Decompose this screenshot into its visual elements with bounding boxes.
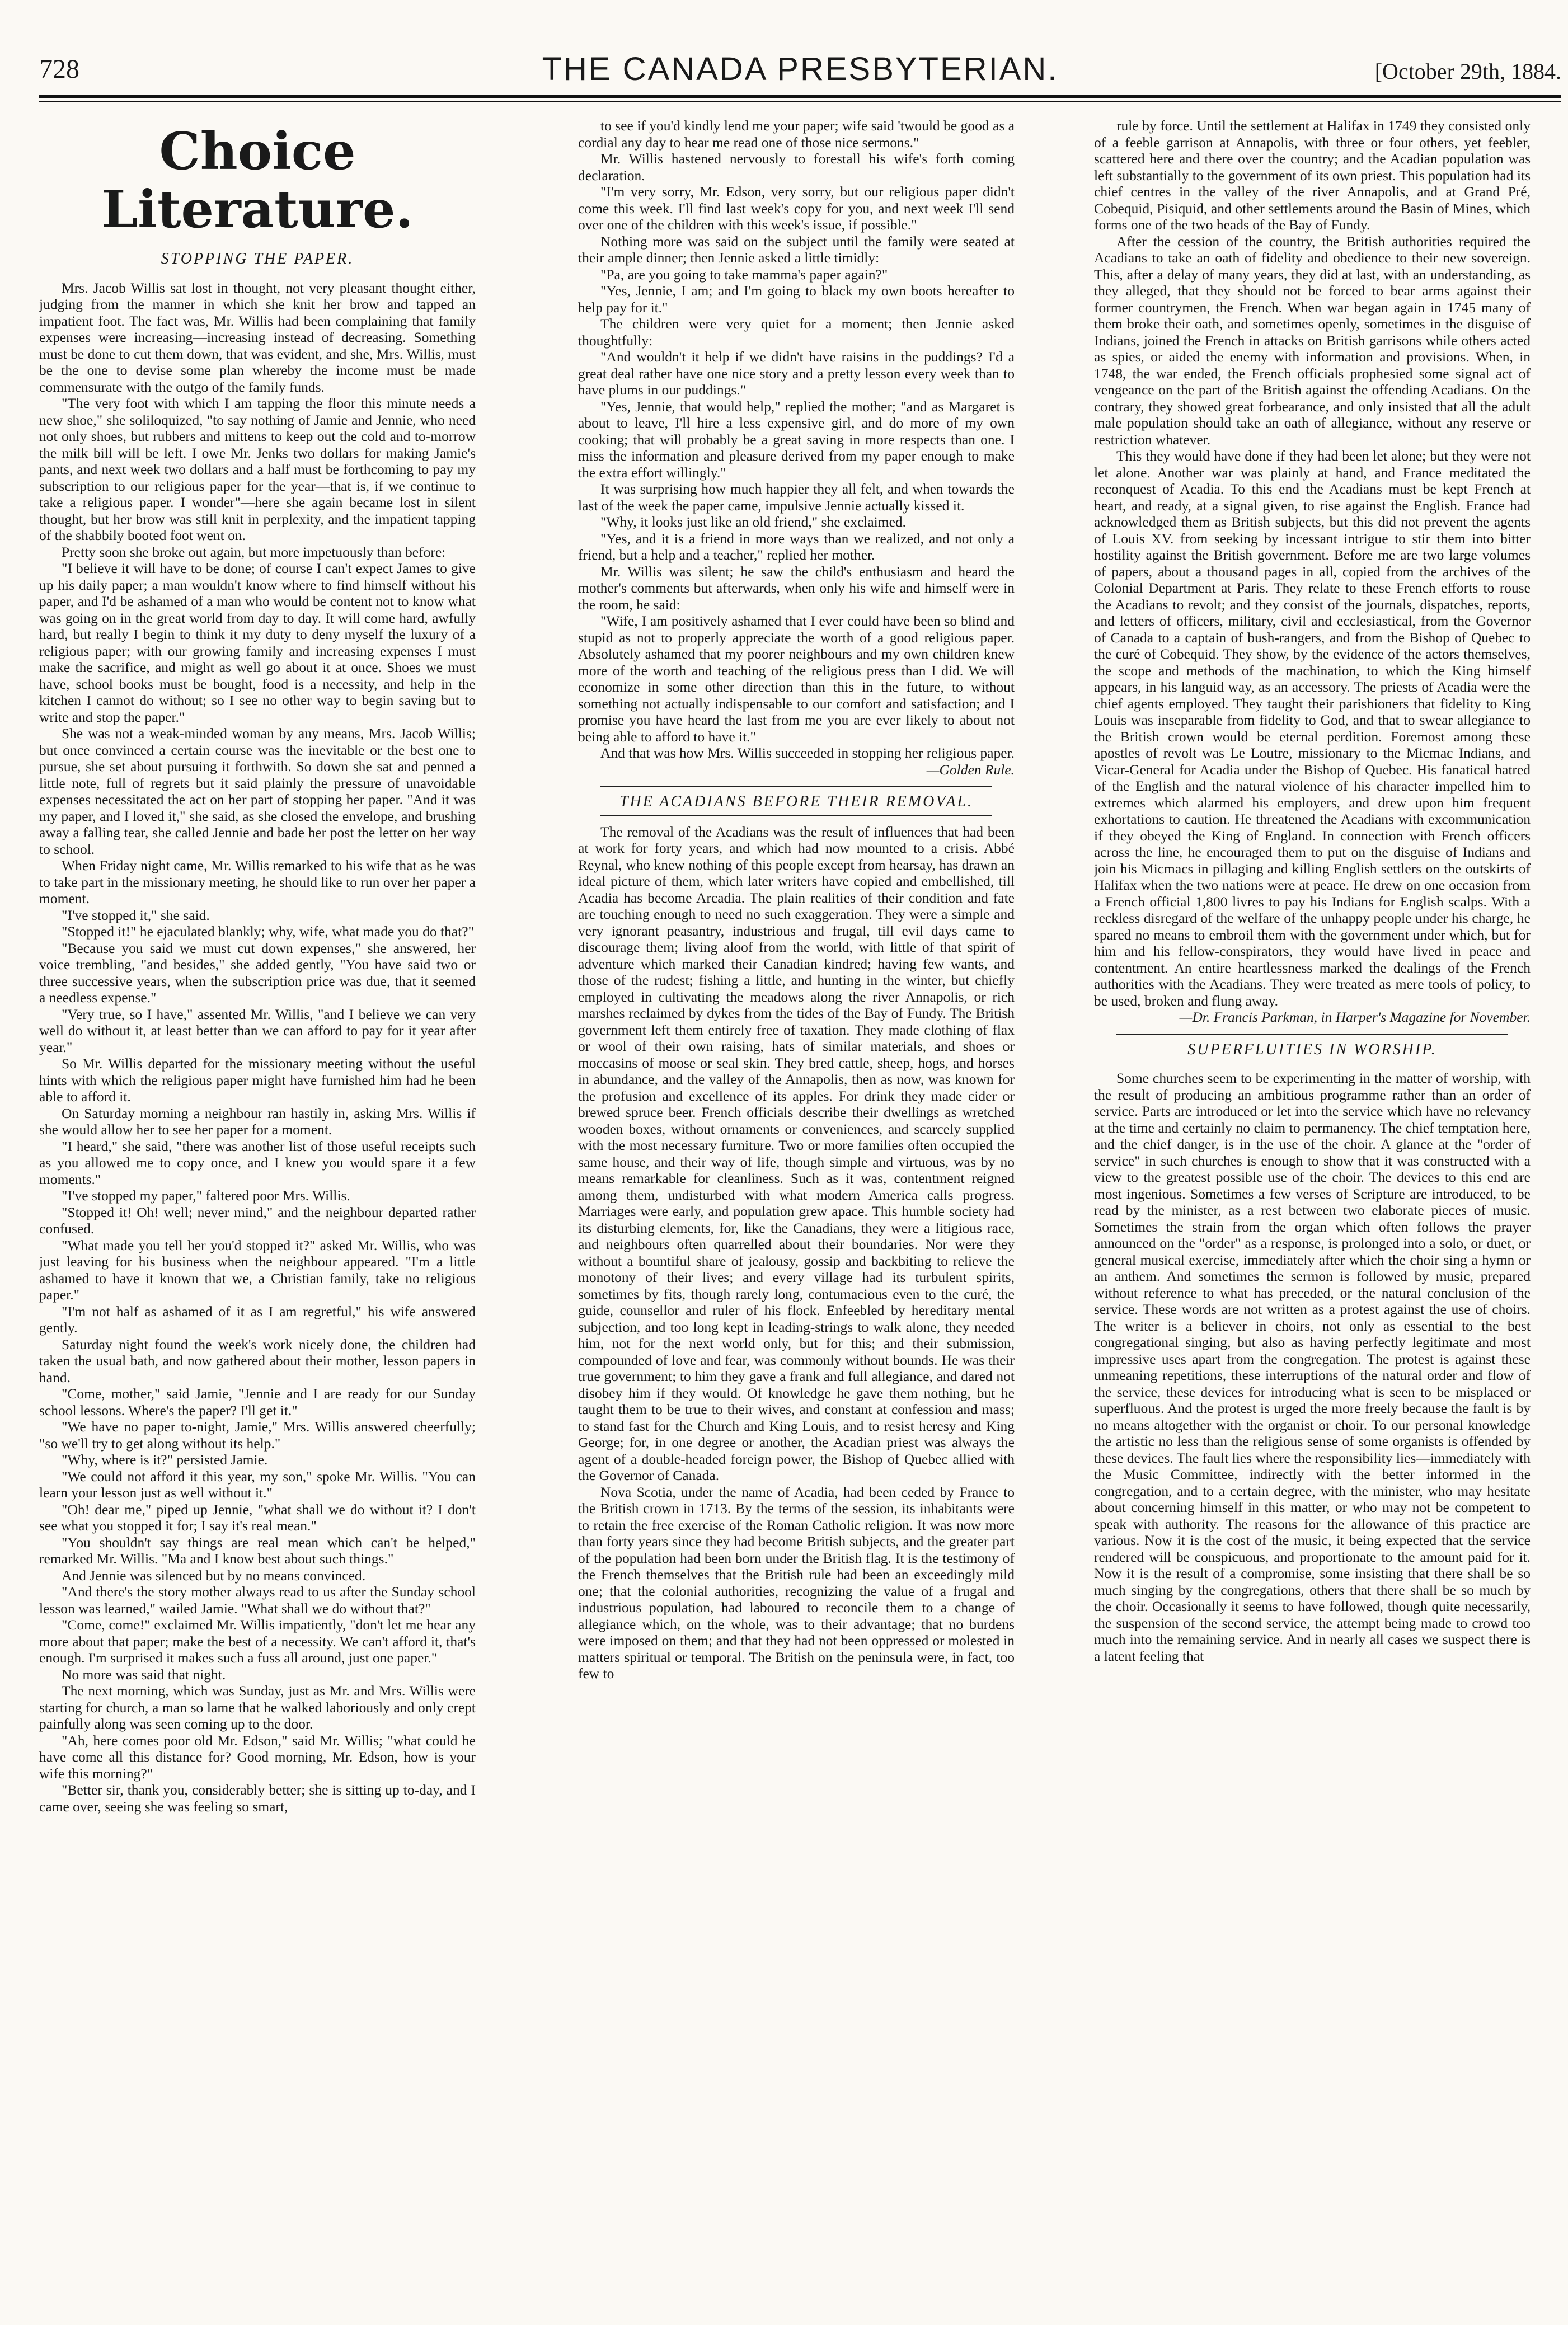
paragraph: "Yes, Jennie, I am; and I'm going to black my own boots hereafter to help pay for it." [578, 283, 1015, 316]
article-separator [600, 815, 992, 816]
paragraph: Saturday night found the week's work nicely done, the children had taken the usual bath, and now gathered about their mother, lesson papers in hand. [39, 1336, 476, 1385]
paragraph: And Jennie was silenced but by no means convinced. [62, 1567, 366, 1584]
paragraph: "Very true, so I have," assented Mr. Willis, "and I believe we can very well do without it, at least better than we can afford to pay for it year after year." [39, 1006, 476, 1055]
signoff-text: —Dr. Francis Parkman, in Harper's Magazine for November. [1179, 1009, 1531, 1025]
article-body [578, 118, 1015, 762]
column-1 [39, 118, 476, 2300]
masthead [39, 51, 1561, 98]
paragraph: "Oh! dear me," piped up Jennie, "what shall we do without it? I don't see what you stopped it for; I say it's real mean." [39, 1501, 476, 1534]
paragraph: "Pa, are you going to take mamma's paper again?" [600, 266, 888, 283]
paragraph: So Mr. Willis departed for the missionary meeting without the useful hints with which the religious paper might have furnished him had he been able to afford it. [39, 1055, 476, 1105]
column-3 [1094, 118, 1531, 2300]
article-signoff [1094, 1009, 1531, 1026]
paragraph: "What made you tell her you'd stopped it?" asked Mr. Willis, who was just leaving for his business when the neighbour appeared. "I'm a little ashamed to have it known that we, a Christian family, take no religious paper." [39, 1237, 476, 1303]
paragraph: "You shouldn't say things are real mean which can't be helped," remarked Mr. Willis. "Ma and I know best about such things." [39, 1534, 476, 1567]
paragraph: "Why, where is it?" persisted Jamie. [62, 1452, 268, 1468]
issue-date: [October 29th, 1884. [1374, 59, 1561, 84]
paragraph: Nothing more was said on the subject until the family were seated at their ample dinner; then Jennie asked a little timidly: [578, 233, 1015, 266]
article-title-superfluities: SUPERFLUITIES IN WORSHIP. [1187, 1040, 1437, 1058]
signoff-text: —Golden Rule. [926, 761, 1015, 778]
paragraph: "And wouldn't it help if we didn't have raisins in the puddings? I'd a great deal rather have one nice story and a pretty lesson every week than to have plums in our puddings." [578, 349, 1015, 398]
paragraph: to see if you'd kindly lend me your paper; wife said 'twould be good as a cordial any day to hear me read one of those nice sermons." [578, 118, 1015, 151]
masthead-rule [39, 95, 1561, 98]
paragraph: "Why, it looks just like an old friend," she exclaimed. [600, 514, 907, 530]
paragraph: "I've stopped my paper," faltered poor Mrs. Willis. [62, 1187, 350, 1204]
paragraph: "Wife, I am positively ashamed that I ever could have been so blind and stupid as not to properly appreciate the worth of a good religious paper. Absolutely ashamed that my poorer neighbours and my own children knew more of the worth and teaching of the religious press than I did. We will economize in some other direction than this in the future, to without something not actually indispensable to our comfort and satisfaction; and I promise you have heard the last from me you are ever likely to about not being able to afford to have it." [578, 613, 1015, 745]
paragraph: "Because you said we must cut down expenses," she answered, her voice trembling, "and besides," she added gently, "You have said two or three successive years, when the subscription price was due, that it seemed a needless expense." [39, 940, 476, 1006]
paragraph: rule by force. Until the settlement at Halifax in 1749 they consisted only of a feeble garrison at Annapolis, with three or four others, yet feebler, scattered here and there over the country; and the Acadian population was left substantially to the government of its own priest. This population had its chief centres in the valley of the river Annapolis, and at Grand Pré, Cobequid, Pisiquid, and other settlements around the Basin of Mines, which forms one of the two heads of the Bay of Fundy. [1094, 118, 1531, 233]
paragraph: "We could not afford it this year, my son," spoke Mr. Willis. "You can learn your lesson just as well without it." [39, 1468, 476, 1501]
paragraph: "Ah, here comes poor old Mr. Edson," said Mr. Willis; "what could he have come all this distance for? Good morning, Mr. Edson, how is your wife this morning?" [39, 1732, 476, 1782]
paragraph: Mr. Willis hastened nervously to forestall his wife's forth coming declaration. [578, 151, 1015, 184]
paragraph: Mrs. Jacob Willis sat lost in thought, not very pleasant thought either, judging from the manner in which she knit her brow and tapped an impatient foot. The fact was, Mr. Willis had been complaining that family expenses were increasing—increasing instead of decreasing. Something must be done to cut them down, that was evident, and she, Mrs. Willis, must be the one to devise some plan whereby the income must be made commensurate with the outgo of the family funds. [39, 279, 476, 395]
paragraph: "I'm very sorry, Mr. Edson, very sorry, but our religious paper didn't come this week. I'll find last week's copy for you, and next week I'll send over one of the children with this week's issue, if possible." [578, 184, 1015, 233]
paragraph: "We have no paper to-night, Jamie," Mrs. Willis answered cheerfully; "so we'll try to get along without its help." [39, 1419, 476, 1452]
paragraph: When Friday night came, Mr. Willis remarked to his wife that as he was to take part in the missionary meeting, he should like to run over her paper a moment. [39, 857, 476, 906]
paragraph: "Stopped it! Oh! well; never mind," and the neighbour departed rather confused. [39, 1204, 476, 1237]
article-separator [600, 786, 992, 787]
paragraph: It was surprising how much happier they all felt, and when towards the last of the week the paper came, impulsive Jennie actually kissed it. [578, 481, 1015, 514]
paragraph: "Better sir, thank you, considerably better; she is sitting up to-day, and I came over, seeing she was feeling so smart, [39, 1782, 476, 1815]
masthead-rule-thin [39, 101, 1561, 102]
paragraph: "Stopped it!" he ejaculated blankly; why, wife, what made you do that?" [62, 923, 474, 940]
paragraph: No more was said that night. [62, 1666, 226, 1683]
paragraph: She was not a weak-minded woman by any means, Mrs. Jacob Willis; but once convinced a certain course was the inevitable or the best one to pursue, she set about pursuing it forthwith. So down she sat and penned a little note, full of regrets but it said plainly the pressure of unavoidable expenses necessitated the act on her part of stopping her paper. "And it was my paper, and I loved it," she said, as she closed the envelope, and brushing away a falling tear, she called Jennie and bade her post the letter on her way to school. [39, 725, 476, 857]
paragraph: And that was how Mrs. Willis succeeded in stopping her religious paper. [600, 745, 1015, 761]
article-body [1094, 118, 1531, 1009]
article-title-stopping-the-paper: STOPPING THE PAPER. [161, 250, 354, 267]
paper-title: THE CANADA PRESBYTERIAN. [542, 51, 1059, 87]
paragraph: The children were very quiet for a moment; then Jennie asked thoughtfully: [578, 316, 1015, 349]
paragraph: This they would have done if they had been let alone; but they were not let alone. Another war was plainly at hand, and France meditated the reconquest of Acadia. To this end the Acadians must be kept French at heart, and ready, at a signal given, to rise against the English. France had acknowledged them as British subjects, but this did not prevent the agents of Louis XV. from seeking by incessant intrigue to stir them into bitter hostility against the British government. Before me are two large volumes of papers, about a thousand pages in all, copied from the archives of the Colonial Department at Paris. They relate to these French efforts to rouse the Acadians to revolt; and they consist of the journals, dispatches, reports, and letters of officers, military, civil and ecclesiastical, from the Governor of Canada to a captain of bush-rangers, and from the Bishop of Quebec to the curé of Cobequid. They show, by the evidence of the actors themselves, the scope and methods of the machination, to which the King himself appears, in his languid way, as an accessory. The priests of Acadia were the chief agents employed. They taught their parishioners that fidelity to King Louis was inseparable from fidelity to God, and that to swear allegiance to the British crown would be eternal perdition. Foremost among these apostles of revolt was Le Loutre, missionary to the Micmac Indians, and Vicar-General for Acadia under the Bishop of Quebec. His fanatical hatred of the English and the natural violence of his character impelled him to extremes which alarmed his employers, and drew upon him frequent exhortations to caution. He threatened the Acadians with excommunication if they obeyed the King of England. In connection with French officers across the line, he encouraged them to put on the disguise of Indians and join his Micmacs in pillaging and killing English settlers on the outskirts of Halifax when the two nations were at peace. He drew on one occasion from a French official 1,800 livres to pay his Indians for English scalps. With a reckless disregard of the welfare of the unhappy people under his charge, he spared no means to embroil them with the government under which, but for him and his fellow-conspirators, they would have lived in peace and contentment. An entire heartlessness marked the dealings of the French authorities with the Acadians. They were treated as mere tools of policy, to be used, broken and flung away. [1094, 448, 1531, 1009]
article-body [39, 280, 476, 1815]
paragraph: "Yes, and it is a friend in more ways than we realized, and not only a friend, but a help and a teacher," replied her mother. [578, 530, 1015, 563]
paragraph: "And there's the story mother always read to us after the Sunday school lesson was learned," wailed Jamie. "What shall we do without that?" [39, 1584, 476, 1617]
paragraph: The next morning, which was Sunday, just as Mr. and Mrs. Willis were starting for church, a man so lame that he walked laboriously and only crept painfully along was seen coming up to the door. [39, 1683, 476, 1732]
paragraph: "Come, mother," said Jamie, "Jennie and I are ready for our Sunday school lessons. Where's the paper? I'll get it." [39, 1385, 476, 1419]
paragraph: Nova Scotia, under the name of Acadia, had been ceded by France to the British crown in 1713. By the terms of the session, its inhabitants were to retain the free exercise of the Roman Catholic religion. It was now more than forty years since they had become British subjects, and the greater part of the population had been born under the British flag. It is the testimony of the French themselves that the British rule had been an exceedingly mild one; that the colonial authorities, recognizing the value of a frugal and industrious population, had laboured to reconcile them to a change of allegiance which, on the whole, was to their advantage; that no burdens were imposed on them; and that they had not been oppressed or molested in matters spiritual or temporal. The British on the peninsula were, in fact, too few to [578, 1483, 1015, 1681]
article-title-acadians: THE ACADIANS BEFORE THEIR REMOVAL. [619, 793, 974, 810]
paragraph: "Yes, Jennie, that would help," replied the mother; "and as Margaret is about to leave, I'll hire a less expensive girl, and do more of my own cooking; that will probably be a great saving in more respects than one. I miss the information and pleasure derived from my paper enough to make the extra effort willingly." [578, 398, 1015, 481]
page-number: 728 [39, 54, 79, 84]
paragraph: "I believe it will have to be done; of course I can't expect James to give up his daily paper; a man wouldn't know where to find himself without his paper, and I'd be ashamed of a man who would be content not to know what was going on in the great world from day to day. It will come hard, awfully hard, but really I begin to think it my duty to deny myself the luxury of a religious paper; with our growing family and increasing expenses I must make the sacrifice, and might as well go about it at once. Shoes we must have, school books must be bought, food is a necessity, and help in the kitchen I cannot do without; so I see no other way to begin saving but to write and stop the paper." [39, 560, 476, 725]
paragraph: The removal of the Acadians was the result of influences that had been at work for forty years, and which had now mounted to a crisis. Abbé Reynal, who knew nothing of this people except from hearsay, has drawn an ideal picture of them, which later writers have copied and embellished, till Acadia has become Arcadia. The plain realities of their condition and fate are touching enough to need no such exaggeration. They were a simple and very ignorant peasantry, industrious and frugal, till evil days came to discourage them; living aloof from the world, with little of that spirit of adventure which marked their Canadian kindred; having few wants, and those of the rudest; fishing a little, and hunting in the winter, but chiefly employed in cultivating the meadows along the river Annapolis, or rich marshes reclaimed by dykes from the tides of the Bay of Fundy. The British government left them entirely free of taxation. They made clothing of flax or wool of their own raising, hats of similar materials, and shoes or moccasins of moose or seal skin. They bred cattle, sheep, hogs, and horses in abundance, and the valley of the Annapolis, then as now, was known for the profusion and excellence of its apples. For drink they made cider or brewed spruce beer. French officials describe their dwellings as wretched wooden boxes, without ornaments or conveniences, and scarcely supplied with the most necessary furniture. Two or more families often occupied the same house, and their way of life, though simple and virtuous, was by no means remarkable for cleanliness. Such as it was, contentment reigned among them, undisturbed with what modern America calls progress. Marriages were early, and population grew apace. This humble society had its disturbing elements, for, like the Canadians, they were a litigious race, and neighbours often quarrelled about their boundaries. Nor were they without a bountiful share of jealousy, gossip and backbiting to relieve the monotony of their lives; and every village had its turbulent spirits, sometimes by fits, though rarely long, contumacious even to the curé, the guide, counsellor and ruler of his flock. Enfeebled by hereditary mental subjection, and too long kept in leading-strings to walk alone, they needed him, not for the next world only, but for this; and their submission, compounded of love and fear, was commonly without bounds. He was their true government; to him they gave a frank and full allegiance, and dared not disobey him if they would. Of knowledge he gave them nothing, but he taught them to be true to their wives, and constant at confession and mass; to stand fast for the Church and King Louis, and to resist heresy and King George; for, in one degree or another, the Acadian priest was always the agent of a double-headed foreign power, the Bishop of Quebec allied with the Governor of Canada. [578, 823, 1015, 1483]
paragraph: After the cession of the country, the British authorities required the Acadians to take an oath of fidelity and obedience to their new sovereign. This, after a delay of many years, they did at last, with an understanding, as they alleged, that they should not be forced to bear arms against their former countrymen, the French. When war began again in 1745 many of them broke their oath, and sometimes openly, sometimes in the disguise of Indians, joined the French in attacks on British garrisons while others acted as spies, or aided the enemy with information and provisions. When, in 1748, the war ended, the French officials prophesied some signal act of vengeance on the part of the British against the offending Acadians. On the contrary, they showed great forbearance, and only insisted that all the adult male population should take an oath of allegiance, without any reserve or restriction whatever. [1094, 233, 1531, 448]
paragraph: Some churches seem to be experimenting in the matter of worship, with the result of producing an ambitious programme rather than an order of service. Parts are introduced or let into the service which have no relevancy at the time and certainly no claim to permanency. The chief temptation here, and the chief danger, is in the use of the choir. A glance at the "order of service" in such churches is enough to show that it was constructed with a view to the greatest possible use of the choir. The devices to this end are most ingenious. Sometimes a few verses of Scripture are introduced, to be read by the minister, as a rest between two elaborate pieces of music. Sometimes the strain from the organ which often follows the prayer announced on the "order" as a response, is prolonged into a solo, or duet, or general musical exercise, immediately after which the choir sing a hymn or an anthem. And sometimes the sermon is followed by music, prepared without reference to what has preceded, or the natural conclusion of the service. These words are not written as a protest against the use of choirs. The writer is a believer in choirs, not only as essential to the best congregational singing, but also as having perfectly legitimate and most impressive uses apart from the congregation. The protest is against these unmeaning repetitions, these interruptions of the natural order and flow of the service, these devices for introducing what is seen to be misplaced or superfluous. And the protest is urged the more freely because the fault is by no means altogether with the organist or choir. To our personal knowledge the artistic no less than the religious sense of some organists is offended by these devices. The fault lies where the responsibility lies—immediately with the Music Committee, indirectly with the better informed in the congregation, and to a certain degree, with the minister, who may hesitate about concerning himself in this matter, or who may not be competent to speak with authority. The reasons for the allowance of this practice are various. Now it is the cost of the music, it being expected that the service rendered will be conspicuous, and proportionate to the amount paid for it. Now it is the result of a compromise, some insisting that there shall be so much singing by the congregations, others that there shall be so much by the choir. Occasionally it seems to have followed, though quite necessarily, the suspension of the second service, the attempt being made to crowd too much into the remaining service. And in nearly all cases we suspect there is a latent feeling that [1094, 1070, 1531, 1664]
paragraph: Mr. Willis was silent; he saw the child's enthusiasm and heard the mother's comments but afterwards, when only his wife and himself were in the room, he said: [578, 563, 1015, 613]
article-body [1094, 1070, 1531, 1664]
article-signoff [578, 762, 1015, 778]
article-body [578, 824, 1015, 1682]
paragraph: Pretty soon she broke out again, but more impetuously than before: [62, 543, 446, 560]
paragraph: "I heard," she said, "there was another list of those useful receipts such as you allowed me to copy once, and I knew you would spare it a few moments." [39, 1138, 476, 1187]
column-2 [578, 118, 1015, 2300]
paragraph: "I'm not half as ashamed of it as I am regretful," his wife answered gently. [39, 1303, 476, 1336]
paragraph: On Saturday morning a neighbour ran hastily in, asking Mrs. Willis if she would allow her to see her paper for a moment. [39, 1105, 476, 1138]
section-heading: Choice Literature. [101, 121, 414, 239]
paragraph: "The very foot with which I am tapping the floor this minute needs a new shoe," she soliloquized, "to say nothing of Jamie and Jennie, who need not only shoes, but rubbers and mittens to keep out the cold and to-morrow the milk bill will be left. I owe Mr. Jenks two dollars for making Jamie's pants, and next week two dollars and a half must be forthcoming to pay my subscription to our religious paper for the year—that is, if we continue to take a religious paper. I wonder"—here she again became lost in silent thought, but her brow was still knit in perplexity, and the impatient tapping of the shabbily booted foot went on. [39, 395, 476, 543]
article-separator [1116, 1034, 1508, 1035]
paragraph: "Come, come!" exclaimed Mr. Willis impatiently, "don't let me hear any more about that paper; make the best of a necessity. We can't afford it, that's enough. I'm surprised it makes such a fuss all around, just one paper." [39, 1617, 476, 1666]
paragraph: "I've stopped it," she said. [62, 906, 210, 923]
